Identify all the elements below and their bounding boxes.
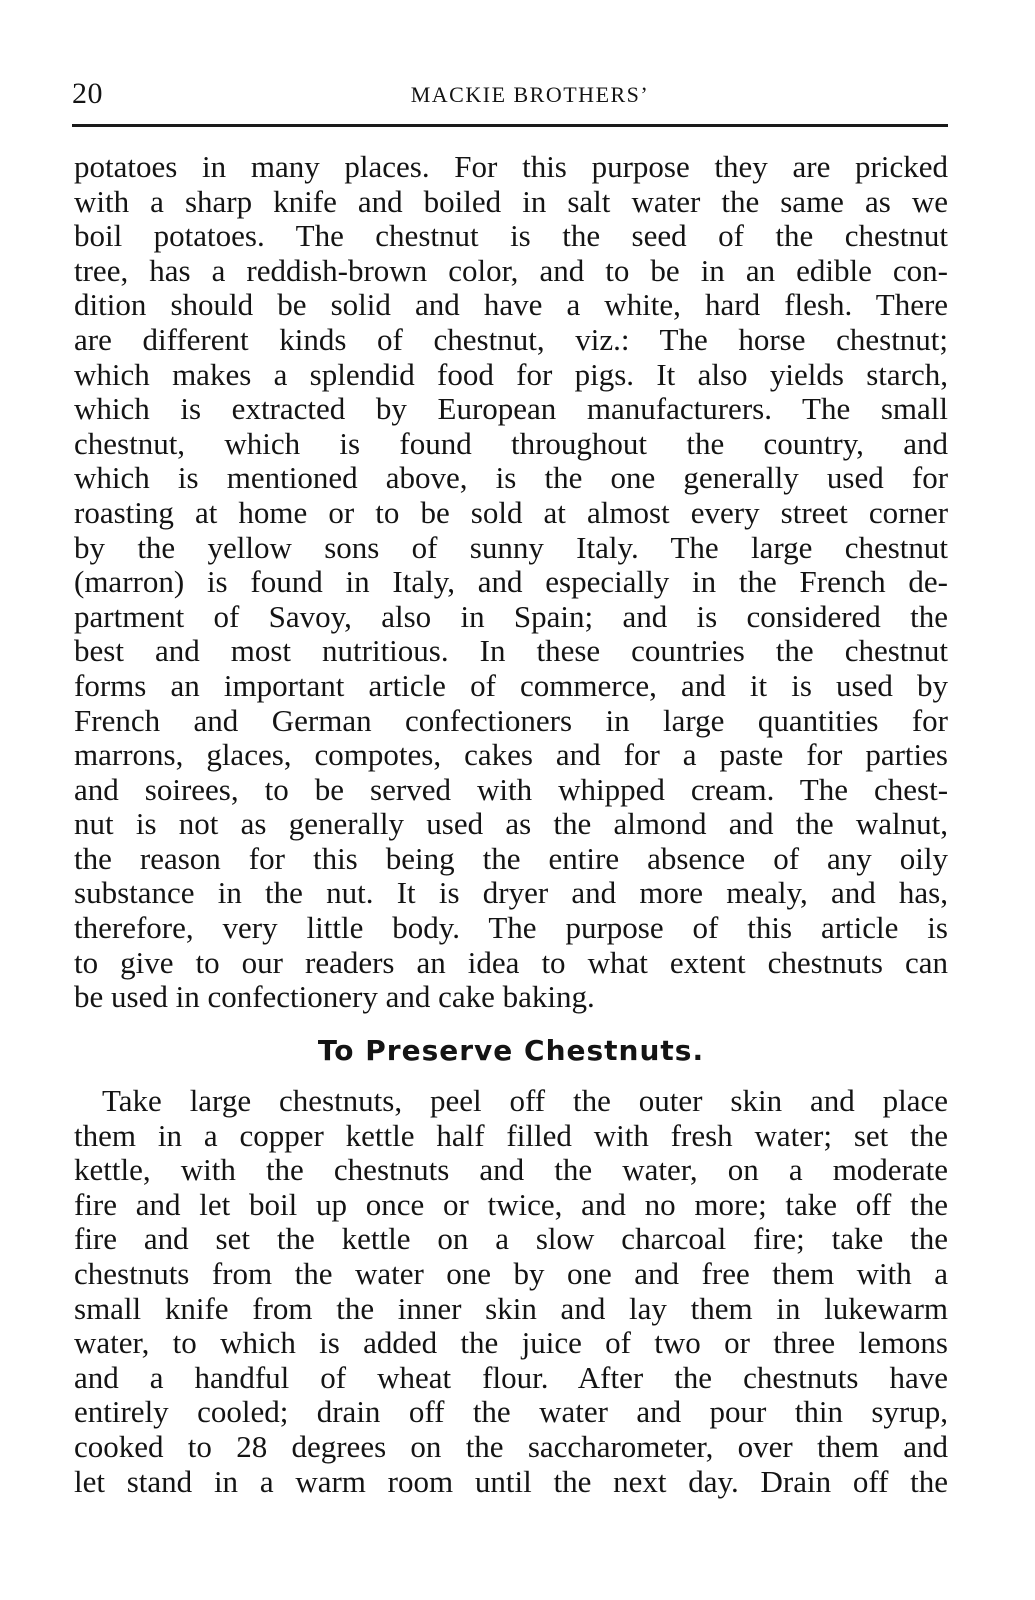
text-line: roasting at home or to be sold at almost every street corner	[74, 494, 949, 530]
text-line: boil potatoes. The chestnut is the seed of the chestnut	[74, 218, 949, 254]
text-line: which makes a splendid food for pigs. It also yields starch,	[74, 356, 948, 392]
text-line: the reason for this being the entire absence of any oily	[74, 840, 949, 876]
text-line: marrons, glaces, compotes, cakes and for a paste for parties	[74, 737, 948, 773]
page-number: 20	[72, 77, 103, 110]
text-line: which is extracted by European manufacturers. The small	[74, 391, 948, 427]
text-line: partment of Savoy, also in Spain; and is considered the	[74, 598, 948, 634]
text-line: small knife from the inner skin and lay them in lukewarm	[74, 1290, 949, 1326]
text-line: which is mentioned above, is the one generally used for	[74, 460, 949, 496]
text-line: potatoes in many places. For this purpose they are pricked	[74, 149, 948, 184]
text-line: by the yellow sons of sunny Italy. The large chestnut	[74, 529, 949, 565]
text-line: tree, has a reddish-brown color, and to be in an edible con-	[74, 252, 948, 288]
text-line: with a sharp knife and boiled in salt water the same as we	[74, 183, 948, 219]
text-line: forms an important article of commerce, and it is used by	[74, 667, 948, 703]
text-line: therefore, very little body. The purpose of this article is	[74, 910, 948, 946]
text-line: cooked to 28 degrees on the saccharometer, over them and	[74, 1428, 949, 1464]
text-line: (marron) is found in Italy, and especially in the French de-	[74, 564, 948, 600]
text-line: are different kinds of chestnut, viz.: The horse chestnut;	[74, 321, 949, 357]
text-line: and soirees, to be served with whipped cream. The chest-	[74, 771, 949, 807]
text-line: fire and set the kettle on a slow charcoal fire; take the	[74, 1221, 949, 1257]
running-head	[72, 76, 948, 112]
text-line: French and German confectioners in large quantities for	[74, 702, 948, 738]
body-paragraph-1	[74, 150, 948, 1015]
text-line: chestnut, which is found throughout the country, and	[74, 425, 948, 461]
text-line: and a handful of wheat flour. After the chestnuts have	[74, 1359, 948, 1395]
text-line: water, to which is added the juice of two or three lemons	[74, 1325, 948, 1361]
text-line: be used in confectionery and cake baking.	[74, 979, 595, 1015]
text-line: kettle, with the chestnuts and the water, on a moderate	[74, 1152, 949, 1188]
text-line: nut is not as generally used as the almond and the walnut,	[74, 806, 948, 842]
text-line: best and most nutritious. In these countries the chestnut	[74, 633, 948, 669]
body-paragraph-2	[74, 1084, 948, 1499]
running-title: MACKIE BROTHERS’	[410, 82, 650, 107]
section-heading: To Preserve Chestnuts.	[317, 1034, 705, 1067]
text-line: fire and let boil up once or twice, and no more; take off the	[74, 1186, 948, 1222]
text-line: entirely cooled; drain off the water and pour thin syrup,	[74, 1394, 948, 1430]
text-line: dition should be solid and have a white, hard flesh. There	[74, 287, 949, 323]
text-line: substance in the nut. It is dryer and more mealy, and has,	[74, 875, 948, 911]
text-line: them in a copper kettle half filled with fresh water; set the	[74, 1117, 948, 1153]
header-rule	[72, 124, 948, 127]
text-line: chestnuts from the water one by one and free them with a	[74, 1255, 949, 1291]
text-line: let stand in a warm room until the next day. Drain off the	[74, 1463, 949, 1499]
text-line: to give to our readers an idea to what extent chestnuts can	[74, 944, 949, 980]
text-line: Take large chestnuts, peel off the outer skin and place	[102, 1083, 949, 1118]
